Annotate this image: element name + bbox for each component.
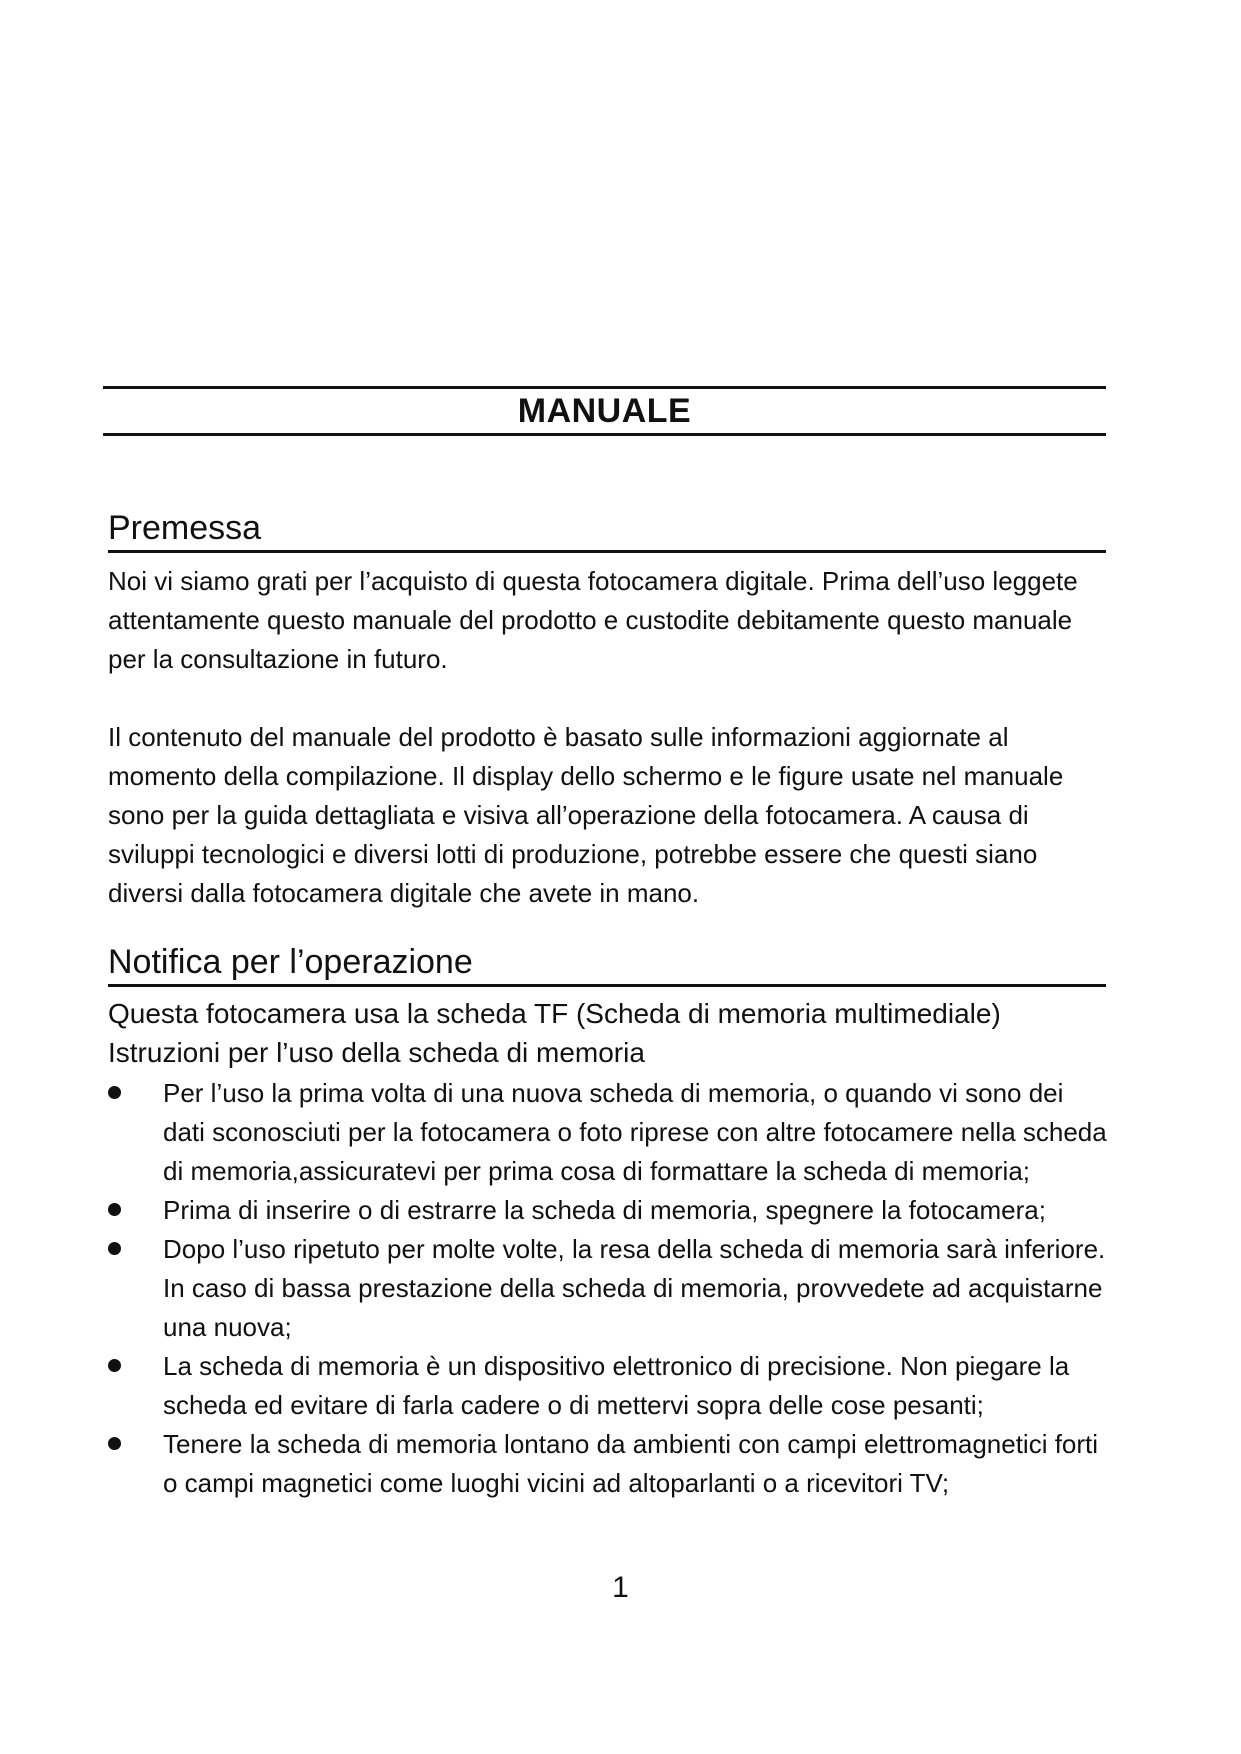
premessa-paragraph-2-text: Il contenuto del manuale del prodotto è basato sulle informazioni aggiornate al momento della compilazione. Il display dello schermo e le figure usate nel manuale sono per la guida dettagliata e visiva all’operazione della fotocamera. A causa di sviluppi tecnologici e diversi lotti di produzione, potrebbe essere che questi siano diversi dalla fotocamera digitale che avete in mano. (108, 722, 1064, 908)
premessa-paragraph-1-text: Noi vi siamo grati per l’acquisto di questa fotocamera digitale. Prima dell’uso leggete attentamente questo manuale del prodotto e custodite debitamente questo manuale per la consultazione in futuro. (108, 566, 1078, 674)
list-item-text: Per l’uso la prima volta di una nuova scheda di memoria, o quando vi sono dei dati sconosciuti per la fotocamera o foto riprese con altre fotocamere nella scheda di memoria,assicuratevi per prima cosa di formattare la scheda di memoria; (163, 1078, 1107, 1186)
bullet-icon (108, 1203, 121, 1216)
section-heading-notifica: Notifica per l’operazione (108, 942, 1106, 987)
section-heading-premessa: Premessa (108, 508, 1106, 553)
list-item (108, 1230, 1108, 1347)
page-number: 1 (612, 1571, 629, 1604)
notifica-line-2: Istruzioni per l’uso della scheda di memoria (108, 1037, 645, 1068)
notifica-line-1: Questa fotocamera usa la scheda TF (Scheda di memoria multimediale) (108, 998, 1001, 1029)
bullet-icon (108, 1242, 121, 1255)
page-title: MANUALE (517, 392, 692, 430)
title-band (103, 386, 1106, 436)
premessa-paragraph-2 (108, 718, 1108, 913)
premessa-paragraph-1 (108, 562, 1108, 679)
list-item (108, 1425, 1108, 1503)
card-instructions-list (108, 1074, 1108, 1503)
list-item-text: Tenere la scheda di memoria lontano da ambienti con campi elettromagnetici forti o campi magnetici come luoghi vicini ad altoparlanti o a ricevitori TV; (163, 1429, 1099, 1498)
list-item-text: La scheda di memoria è un dispositivo elettronico di precisione. Non piegare la scheda ed evitare di farla cadere o di mettervi sopra delle cose pesanti; (163, 1351, 1070, 1420)
list-item (108, 1347, 1108, 1425)
list-item (108, 1191, 1108, 1230)
bullet-icon (108, 1437, 121, 1450)
bullet-icon (108, 1086, 121, 1099)
list-item-text: Dopo l’uso ripetuto per molte volte, la resa della scheda di memoria sarà inferiore. In caso di bassa prestazione della scheda di memoria, provvedete ad acquistarne una nuova; (163, 1234, 1106, 1342)
list-item (108, 1074, 1108, 1191)
list-item-text: Prima di inserire o di estrarre la scheda di memoria, spegnere la fotocamera; (163, 1195, 1046, 1225)
bullet-icon (108, 1359, 121, 1372)
